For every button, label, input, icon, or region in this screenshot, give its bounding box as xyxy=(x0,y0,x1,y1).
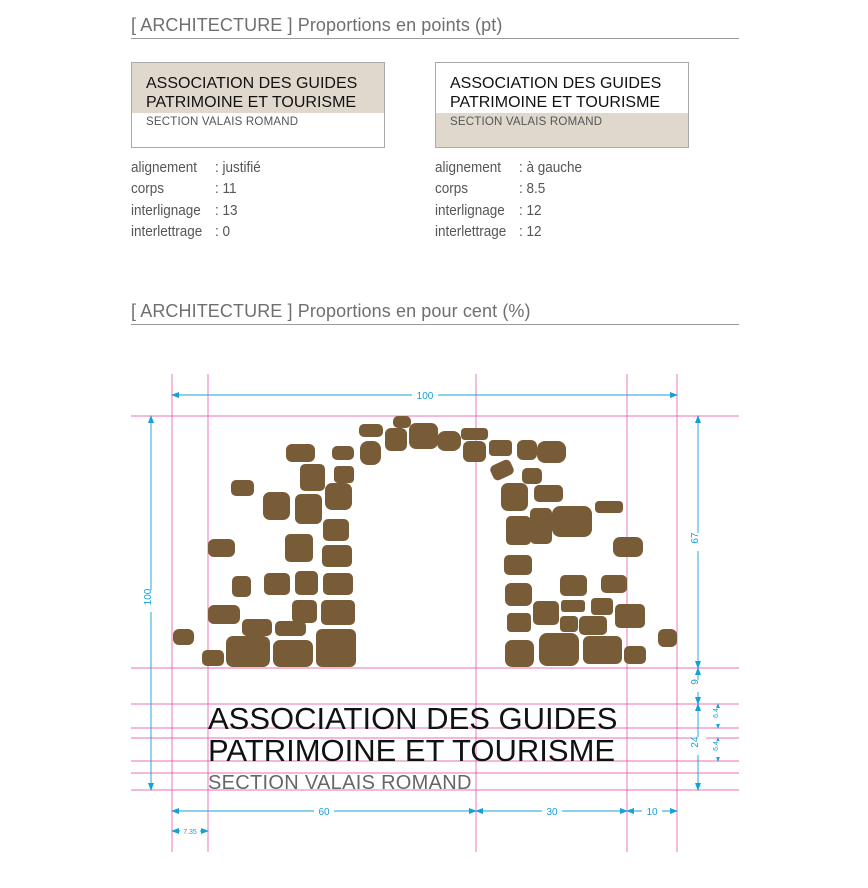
stone xyxy=(501,483,528,511)
stone xyxy=(285,534,313,562)
stone xyxy=(461,428,488,440)
stone xyxy=(601,575,627,593)
dim-label-bottom-a: 60 xyxy=(318,807,330,818)
logo-line-1: ASSOCIATION DES GUIDES xyxy=(450,75,662,92)
stone xyxy=(232,576,251,597)
stone xyxy=(275,621,306,636)
stone xyxy=(202,650,224,666)
stone xyxy=(658,629,677,647)
spec-label: corps xyxy=(131,180,165,198)
stone xyxy=(208,605,240,624)
stone xyxy=(286,444,315,462)
stone xyxy=(437,431,461,451)
logo-line-1: ASSOCIATION DES GUIDES xyxy=(146,75,358,92)
stone xyxy=(615,604,645,628)
logo-line-2: PATRIMOINE ET TOURISME xyxy=(146,94,357,111)
stone xyxy=(242,619,272,636)
stone xyxy=(226,636,270,667)
spec-label: corps xyxy=(435,180,469,198)
dim-label-line-a: 6.4 xyxy=(713,708,720,718)
stone xyxy=(264,573,290,595)
spec-value: : à gauche xyxy=(519,159,583,176)
stone xyxy=(295,571,318,595)
diagram-logo-line-3: SECTION VALAIS ROMAND xyxy=(208,772,472,794)
logo-line-2: PATRIMOINE ET TOURISME xyxy=(450,94,661,111)
spec-label: interlettrage xyxy=(131,222,203,240)
logo-line-3: SECTION VALAIS ROMAND xyxy=(146,116,299,128)
spec-label: alignement xyxy=(435,159,502,176)
dim-label-offset: 7.35 xyxy=(183,829,197,836)
stone xyxy=(292,600,317,623)
spec-label: interlignage xyxy=(435,201,505,219)
dim-label-bottom-c: 10 xyxy=(646,807,658,818)
dim-label-text: 24 xyxy=(690,736,701,748)
stone xyxy=(533,601,559,625)
stone xyxy=(522,468,542,484)
stone xyxy=(506,516,531,545)
stone xyxy=(263,492,290,520)
stone xyxy=(393,416,411,428)
stone xyxy=(595,501,623,513)
stone xyxy=(323,573,353,595)
stone xyxy=(560,575,587,596)
stone xyxy=(583,636,622,664)
stone xyxy=(385,428,407,451)
dim-label-gap: 9 xyxy=(690,679,701,685)
stone xyxy=(505,640,534,667)
stone xyxy=(300,464,325,491)
stone xyxy=(489,440,512,456)
stone xyxy=(322,545,352,567)
stone xyxy=(332,446,354,460)
stone xyxy=(517,440,537,460)
stone xyxy=(591,598,613,615)
stone xyxy=(208,539,235,557)
spec-label: alignement xyxy=(131,159,198,176)
stone xyxy=(409,423,438,449)
spec-label: interlignage xyxy=(131,201,201,219)
stone xyxy=(321,600,355,625)
stone xyxy=(359,424,383,437)
stone-arch-logo xyxy=(173,416,677,667)
stone xyxy=(539,633,579,666)
section-title-percent: [ ARCHITECTURE ] Proportions en pour cent (%) xyxy=(131,301,739,325)
dim-label-bottom-b: 30 xyxy=(546,807,558,818)
stone xyxy=(334,466,354,483)
spec-value: : 11 xyxy=(215,180,237,198)
dim-label-line-b: 6.4 xyxy=(713,741,720,751)
spec-label: interlettrage xyxy=(435,222,507,240)
diagram-logo-line-2: PATRIMOINE ET TOURISME xyxy=(208,733,616,768)
stone xyxy=(507,613,531,632)
spec-value: : justifié xyxy=(215,159,261,176)
spec-value: : 0 xyxy=(215,222,231,240)
spec-value: : 12 xyxy=(519,222,542,240)
stone xyxy=(504,555,532,575)
stone xyxy=(316,629,356,667)
stone xyxy=(505,583,532,606)
stone xyxy=(360,441,381,465)
stone xyxy=(561,600,585,612)
stone xyxy=(231,480,254,496)
stone xyxy=(534,485,563,502)
stone xyxy=(295,494,322,524)
stone xyxy=(624,646,646,664)
spec-value: : 12 xyxy=(519,201,542,219)
stone xyxy=(579,616,607,635)
stone xyxy=(552,506,592,537)
spec-value: : 13 xyxy=(215,201,238,219)
stone xyxy=(613,537,643,557)
dim-label-left: 100 xyxy=(143,588,154,606)
stone xyxy=(560,616,578,632)
dim-label-top: 100 xyxy=(416,391,434,402)
stone xyxy=(530,508,552,544)
stone xyxy=(273,640,313,667)
stone xyxy=(537,441,566,463)
stone xyxy=(463,441,486,462)
stone xyxy=(489,458,516,482)
logo-line-3: SECTION VALAIS ROMAND xyxy=(450,116,603,128)
spec-value: : 8.5 xyxy=(519,180,546,198)
stone xyxy=(323,519,349,541)
dim-label-arch: 67 xyxy=(690,532,701,544)
stone xyxy=(325,483,352,510)
stone xyxy=(173,629,194,645)
diagram-logo-line-1: ASSOCIATION DES GUIDES xyxy=(208,701,618,736)
section-title-points: [ ARCHITECTURE ] Proportions en points (pt) xyxy=(131,15,739,39)
